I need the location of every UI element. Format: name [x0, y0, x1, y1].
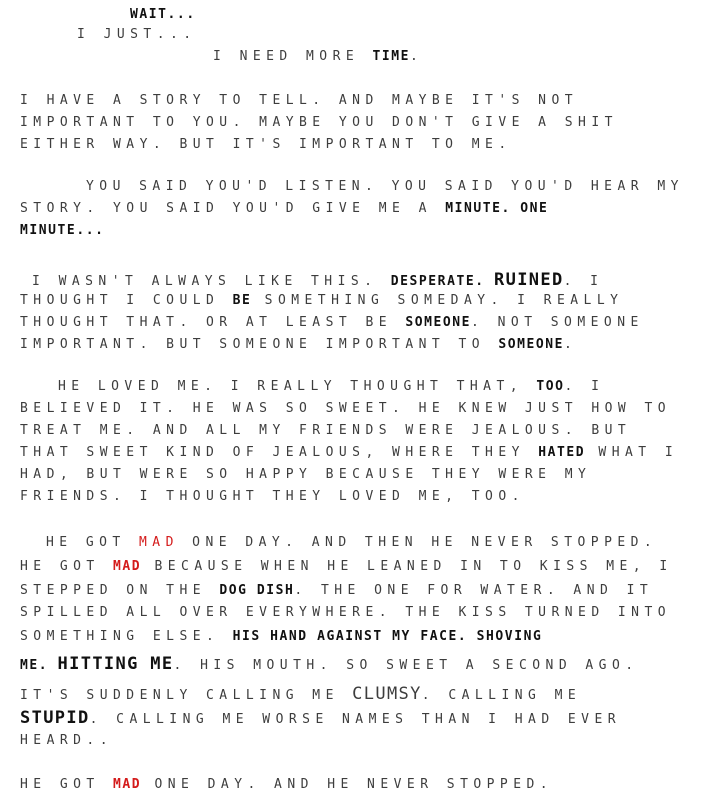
poem-line	[130, 8, 196, 21]
emphasis-text: MAD	[113, 777, 142, 792]
line-text: SPILLED ALL OVER EVERYWHERE. THE KISS TURNED INTO	[20, 605, 672, 620]
poem-line	[20, 710, 621, 727]
emphasis-text: WAIT...	[130, 7, 196, 22]
line-text: .	[410, 49, 424, 64]
line-text: EITHER WAY. BUT IT'S IMPORTANT TO ME.	[20, 137, 512, 152]
emphasis-text: TOO	[536, 379, 565, 394]
emphasis-text: DOG DISH	[219, 583, 295, 598]
poem-line	[20, 490, 525, 503]
line-text: YOU SAID YOU'D LISTEN. YOU SAID YOU'D HEAR MY	[86, 179, 684, 194]
line-text: HE LOVED ME. I REALLY THOUGHT THAT,	[58, 379, 537, 394]
line-text: STORY. YOU SAID YOU'D GIVE ME A	[20, 201, 446, 216]
poem-line	[20, 116, 618, 129]
line-text: . CALLING ME WORSE NAMES THAN I HAD EVER	[89, 712, 622, 727]
line-text: I JUST...	[77, 27, 197, 42]
line-text: SOMETHING SOMEDAY. I REALLY	[251, 293, 624, 308]
line-text: . CALLING ME	[421, 688, 582, 703]
poem-line	[20, 468, 591, 481]
line-text: HE GOT	[20, 777, 114, 792]
line-text: WHAT I	[585, 445, 679, 460]
line-text: BECAUSE WHEN HE LEANED IN TO KISS ME, I	[141, 559, 673, 574]
poem-line	[20, 686, 581, 703]
line-text: . HIS MOUTH. SO SWEET A SECOND AGO.	[173, 658, 639, 673]
line-text: THOUGHT I COULD	[20, 293, 233, 308]
emphasis-text: SOMEONE	[405, 315, 472, 330]
line-text: SOMETHING ELSE.	[20, 629, 233, 644]
line-text: FRIENDS. I THOUGHT THEY LOVED ME, TOO.	[20, 489, 525, 504]
line-text: I NEED MORE	[213, 49, 373, 64]
poem-line	[20, 606, 671, 619]
poem-line	[77, 28, 197, 41]
line-text: . I	[563, 274, 604, 289]
emphasis-text: HITTING ME	[57, 654, 174, 674]
emphasis-text: SOMEONE	[498, 337, 565, 352]
line-text: THAT SWEET KIND OF JEALOUS, WHERE THEY	[20, 445, 539, 460]
poem-line	[20, 94, 578, 107]
line-text: TREAT ME. AND ALL MY FRIENDS WERE JEALOUS. BUT	[20, 423, 632, 438]
poem-line	[20, 424, 631, 437]
line-text: I WASN'T ALWAYS LIKE THIS.	[32, 274, 391, 289]
emphasis-text: MINUTE...	[20, 223, 105, 238]
emphasis-text: DESPERATE.	[390, 274, 495, 289]
line-text: HE GOT	[46, 535, 140, 550]
line-text: HEARD..	[20, 733, 114, 748]
emphasis-text: MAD	[113, 559, 142, 574]
emphasis-text: TIME	[372, 49, 410, 64]
line-text: .	[564, 337, 578, 352]
line-text: . I	[564, 379, 605, 394]
emphasis-text: ME.	[20, 658, 58, 673]
poem-line	[20, 778, 553, 791]
poem-line	[20, 294, 623, 307]
line-text: BELIEVED IT. HE WAS SO SWEET. HE KNEW JUST HOW TO	[20, 401, 672, 416]
emphasis-text: BE	[232, 293, 252, 308]
emphasis-text: HATED	[538, 445, 586, 460]
poem-line	[20, 138, 512, 151]
emphasis-text: RUINED	[494, 270, 564, 290]
emphasis-text: MAD	[139, 535, 179, 550]
poem-line	[58, 380, 604, 393]
line-text: STEPPED ON THE	[20, 583, 220, 598]
line-text: . THE ONE FOR WATER. AND IT	[294, 583, 654, 598]
line-text: . NOT SOMEONE	[471, 315, 644, 330]
poem-line	[20, 560, 673, 573]
line-text: ONE DAY. AND THEN HE NEVER STOPPED.	[178, 535, 658, 550]
line-text: ONE DAY. AND HE NEVER STOPPED.	[141, 777, 554, 792]
poem-line	[20, 446, 678, 459]
line-text: I HAVE A STORY TO TELL. AND MAYBE IT'S NOT	[20, 93, 579, 108]
line-text: IMPORTANT TO YOU. MAYBE YOU DON'T GIVE A SHIT	[20, 115, 618, 130]
poem-line	[86, 180, 684, 193]
line-text: HAD, BUT WERE SO HAPPY BECAUSE THEY WERE MY	[20, 467, 592, 482]
poem-line	[20, 630, 542, 643]
poem-line	[20, 402, 671, 415]
emphasis-text: STUPID	[20, 708, 90, 728]
line-text: IMPORTANT. BUT SOMEONE IMPORTANT TO	[20, 337, 499, 352]
line-text: HE GOT	[20, 559, 114, 574]
emphasis-text: CLUMSY	[352, 684, 422, 704]
line-text: THOUGHT THAT. OR AT LEAST BE	[20, 315, 406, 330]
poem-line	[32, 272, 603, 289]
poem-line	[20, 316, 644, 329]
poem-line	[20, 734, 113, 747]
poem-line	[20, 656, 639, 673]
emphasis-text: MINUTE. ONE	[445, 201, 549, 216]
poem-line	[46, 536, 657, 549]
poem-line	[20, 202, 548, 215]
emphasis-text: HIS HAND AGAINST MY FACE. SHOVING	[232, 629, 543, 644]
poem-line	[213, 50, 423, 63]
poem-line	[20, 584, 653, 597]
line-text: IT'S SUDDENLY CALLING ME	[20, 688, 353, 703]
poem-line	[20, 224, 104, 237]
poem-line	[20, 338, 577, 351]
